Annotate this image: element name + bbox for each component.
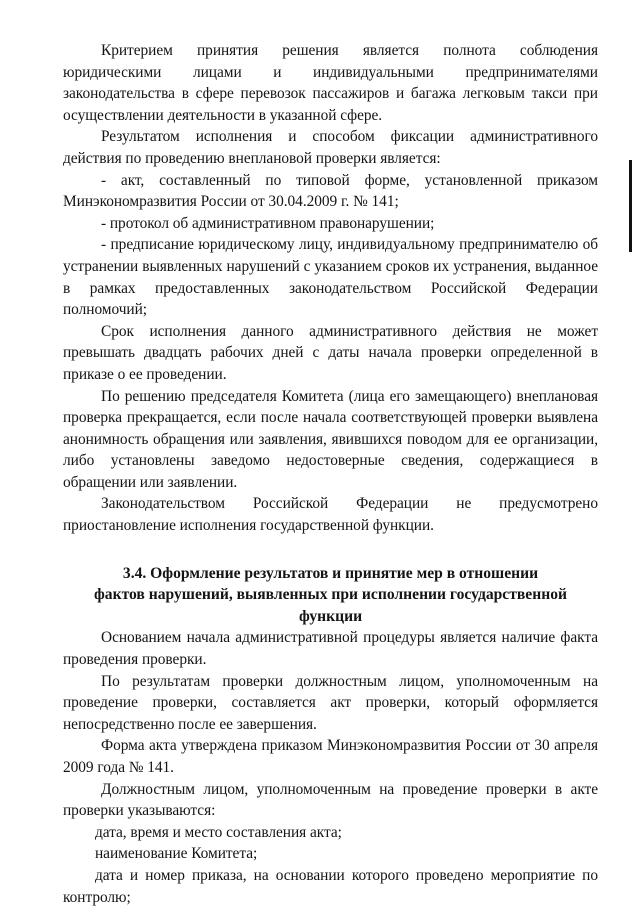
list-item-order: - предписание юридическому лицу, индивидуальному предпринимателю об устранении выявленных нарушений с указанием сроков их устранения, выданное в рамках предоставленных законодательством Российской Федерации полномочий;: [63, 236, 598, 319]
section-heading-line-1: 3.4. Оформление результатов и принятие мер в отношении: [122, 564, 539, 582]
list-item-act: - акт, составленный по типовой форме, установленной приказом Минэкономразвития России от 30.04.2009 г. № 141;: [63, 171, 598, 211]
paragraph-result: Результатом исполнения и способом фиксации административного действия по проведению внеплановой проверки является:: [63, 128, 598, 167]
paragraph-act-contents: Должностным лицом, уполномоченным на проведение проверки в акте проверки указываются:: [63, 780, 598, 820]
paragraph-deadline: Срок исполнения данного административного действия не может превышать двадцать рабочих дней с даты начала проверки определенной в приказе о ее проведении.: [63, 322, 598, 383]
paragraph-no-suspension: Законодательством Российской Федерации не предусмотрено приостановление исполнения государственной функции.: [63, 495, 598, 535]
document-body: [63, 40, 598, 908]
paragraph-act-form: Форма акта утверждена приказом Минэкономразвития России от 30 апреля 2009 года № 141.: [63, 737, 598, 776]
list-item-date-place: дата, время и место составления акта;: [95, 823, 342, 841]
list-item-committee-name: наименование Комитета;: [95, 845, 258, 863]
paragraph-termination: По решению председателя Комитета (лица его замещающего) внеплановая проверка прекращается, если после начала соответствующей проверки выявлена анонимность обращения или заявления, явившихся поводом для ее организации, либо установлены заведомо недостоверные сведения, содержащиеся в обращении или заявлении.: [63, 387, 598, 491]
section-heading: [63, 563, 598, 628]
paragraph-inspection-act: По результатам проверки должностным лицом, уполномоченным на проведение проверки, составляется акт проверки, который оформляется непосредственно после ее завершения.: [63, 672, 598, 733]
list-item-order-number: дата и номер приказа, на основании которого проведено мероприятие по контролю;: [63, 866, 598, 906]
list-item-protocol: - протокол об административном правонарушении;: [101, 214, 435, 232]
paragraph-criterion: Критерием принятия решения является полнота соблюдения юридическими лицами и индивидуальными предпринимателями законодательства в сфере перевозок пассажиров и багажа легковым такси при осуществлении деятельности в указанной сфере.: [63, 42, 598, 124]
paragraph-basis: Основанием начала административной процедуры является наличие факта проведения проверки.: [63, 629, 598, 669]
section-heading-line-2: фактов нарушений, выявленных при исполнении государственной функции: [94, 586, 567, 625]
scan-edge-mark: [629, 160, 632, 252]
